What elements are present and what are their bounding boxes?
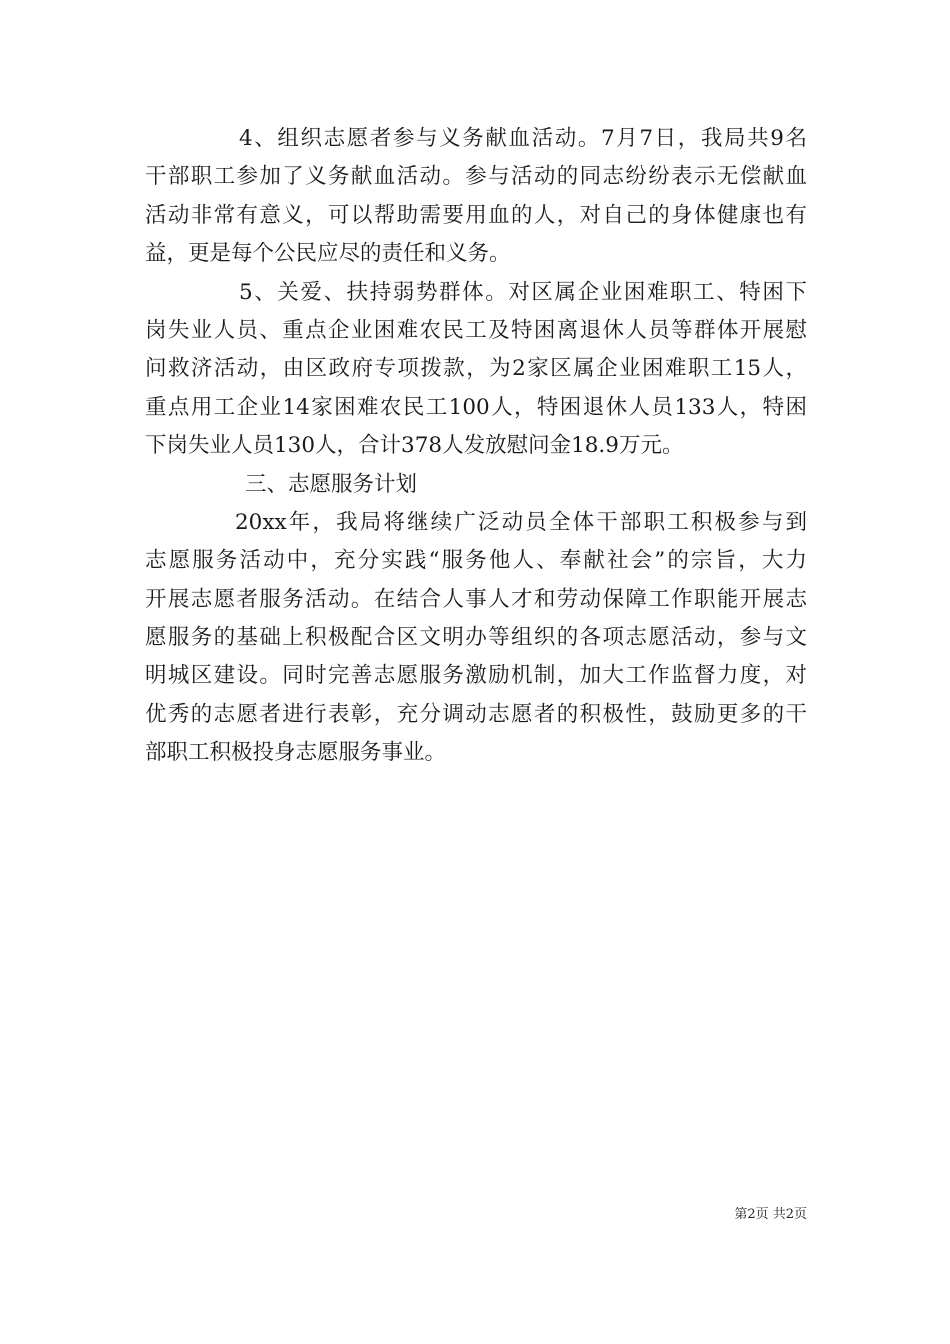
- paragraph-line: 重点用工企业14家困难农民工100人，特困退休人员133人，特困: [145, 394, 807, 420]
- paragraph-line: 部职工积极投身志愿服务事业。: [145, 740, 447, 766]
- paragraph-line: 20xx年，我局将继续广泛动员全体干部职工积极参与到: [235, 509, 807, 535]
- paragraph-line: 下岗失业人员130人，合计378人发放慰问金18.9万元。: [145, 433, 684, 459]
- paragraph-line: 干部职工参加了义务献血活动。参与活动的同志纷纷表示无偿献血: [145, 164, 807, 190]
- paragraph-line: 益，更是每个公民应尽的责任和义务。: [145, 241, 511, 267]
- paragraph-line: 志愿服务活动中，充分实践“服务他人、奉献社会”的宗旨，大力: [145, 548, 807, 574]
- document-body: [145, 120, 807, 773]
- paragraph-line: 问救济活动，由区政府专项拨款，为2家区属企业困难职工15人，: [145, 356, 807, 382]
- paragraph-line: 4、组织志愿者参与义务献血活动。7月7日，我局共9名: [239, 126, 807, 151]
- paragraph-line: 开展志愿者服务活动。在结合人事人才和劳动保障工作职能开展志: [145, 586, 807, 612]
- paragraph-blood-donation: [145, 120, 807, 274]
- paragraph-line: 优秀的志愿者进行表彰，充分调动志愿者的积极性，鼓励更多的干: [145, 701, 807, 727]
- paragraph-line: 活动非常有意义，可以帮助需要用血的人，对自己的身体健康也有: [145, 202, 807, 228]
- paragraph-vulnerable-groups: [145, 274, 807, 466]
- section-heading: 三、志愿服务计划: [245, 471, 418, 497]
- paragraph-line: 岗失业人员、重点企业困难农民工及特困离退休人员等群体开展慰: [145, 317, 807, 343]
- page-number-footer: 第2页 共2页: [734, 1207, 807, 1222]
- paragraph-line: 明城区建设。同时完善志愿服务激励机制，加大工作监督力度，对: [145, 663, 807, 689]
- paragraph-line: 愿服务的基础上积极配合区文明办等组织的各项志愿活动，参与文: [145, 625, 807, 651]
- paragraph-volunteer-plan: [145, 504, 807, 773]
- paragraph-line: 5、关爱、扶持弱势群体。对区属企业困难职工、特困下: [239, 279, 807, 305]
